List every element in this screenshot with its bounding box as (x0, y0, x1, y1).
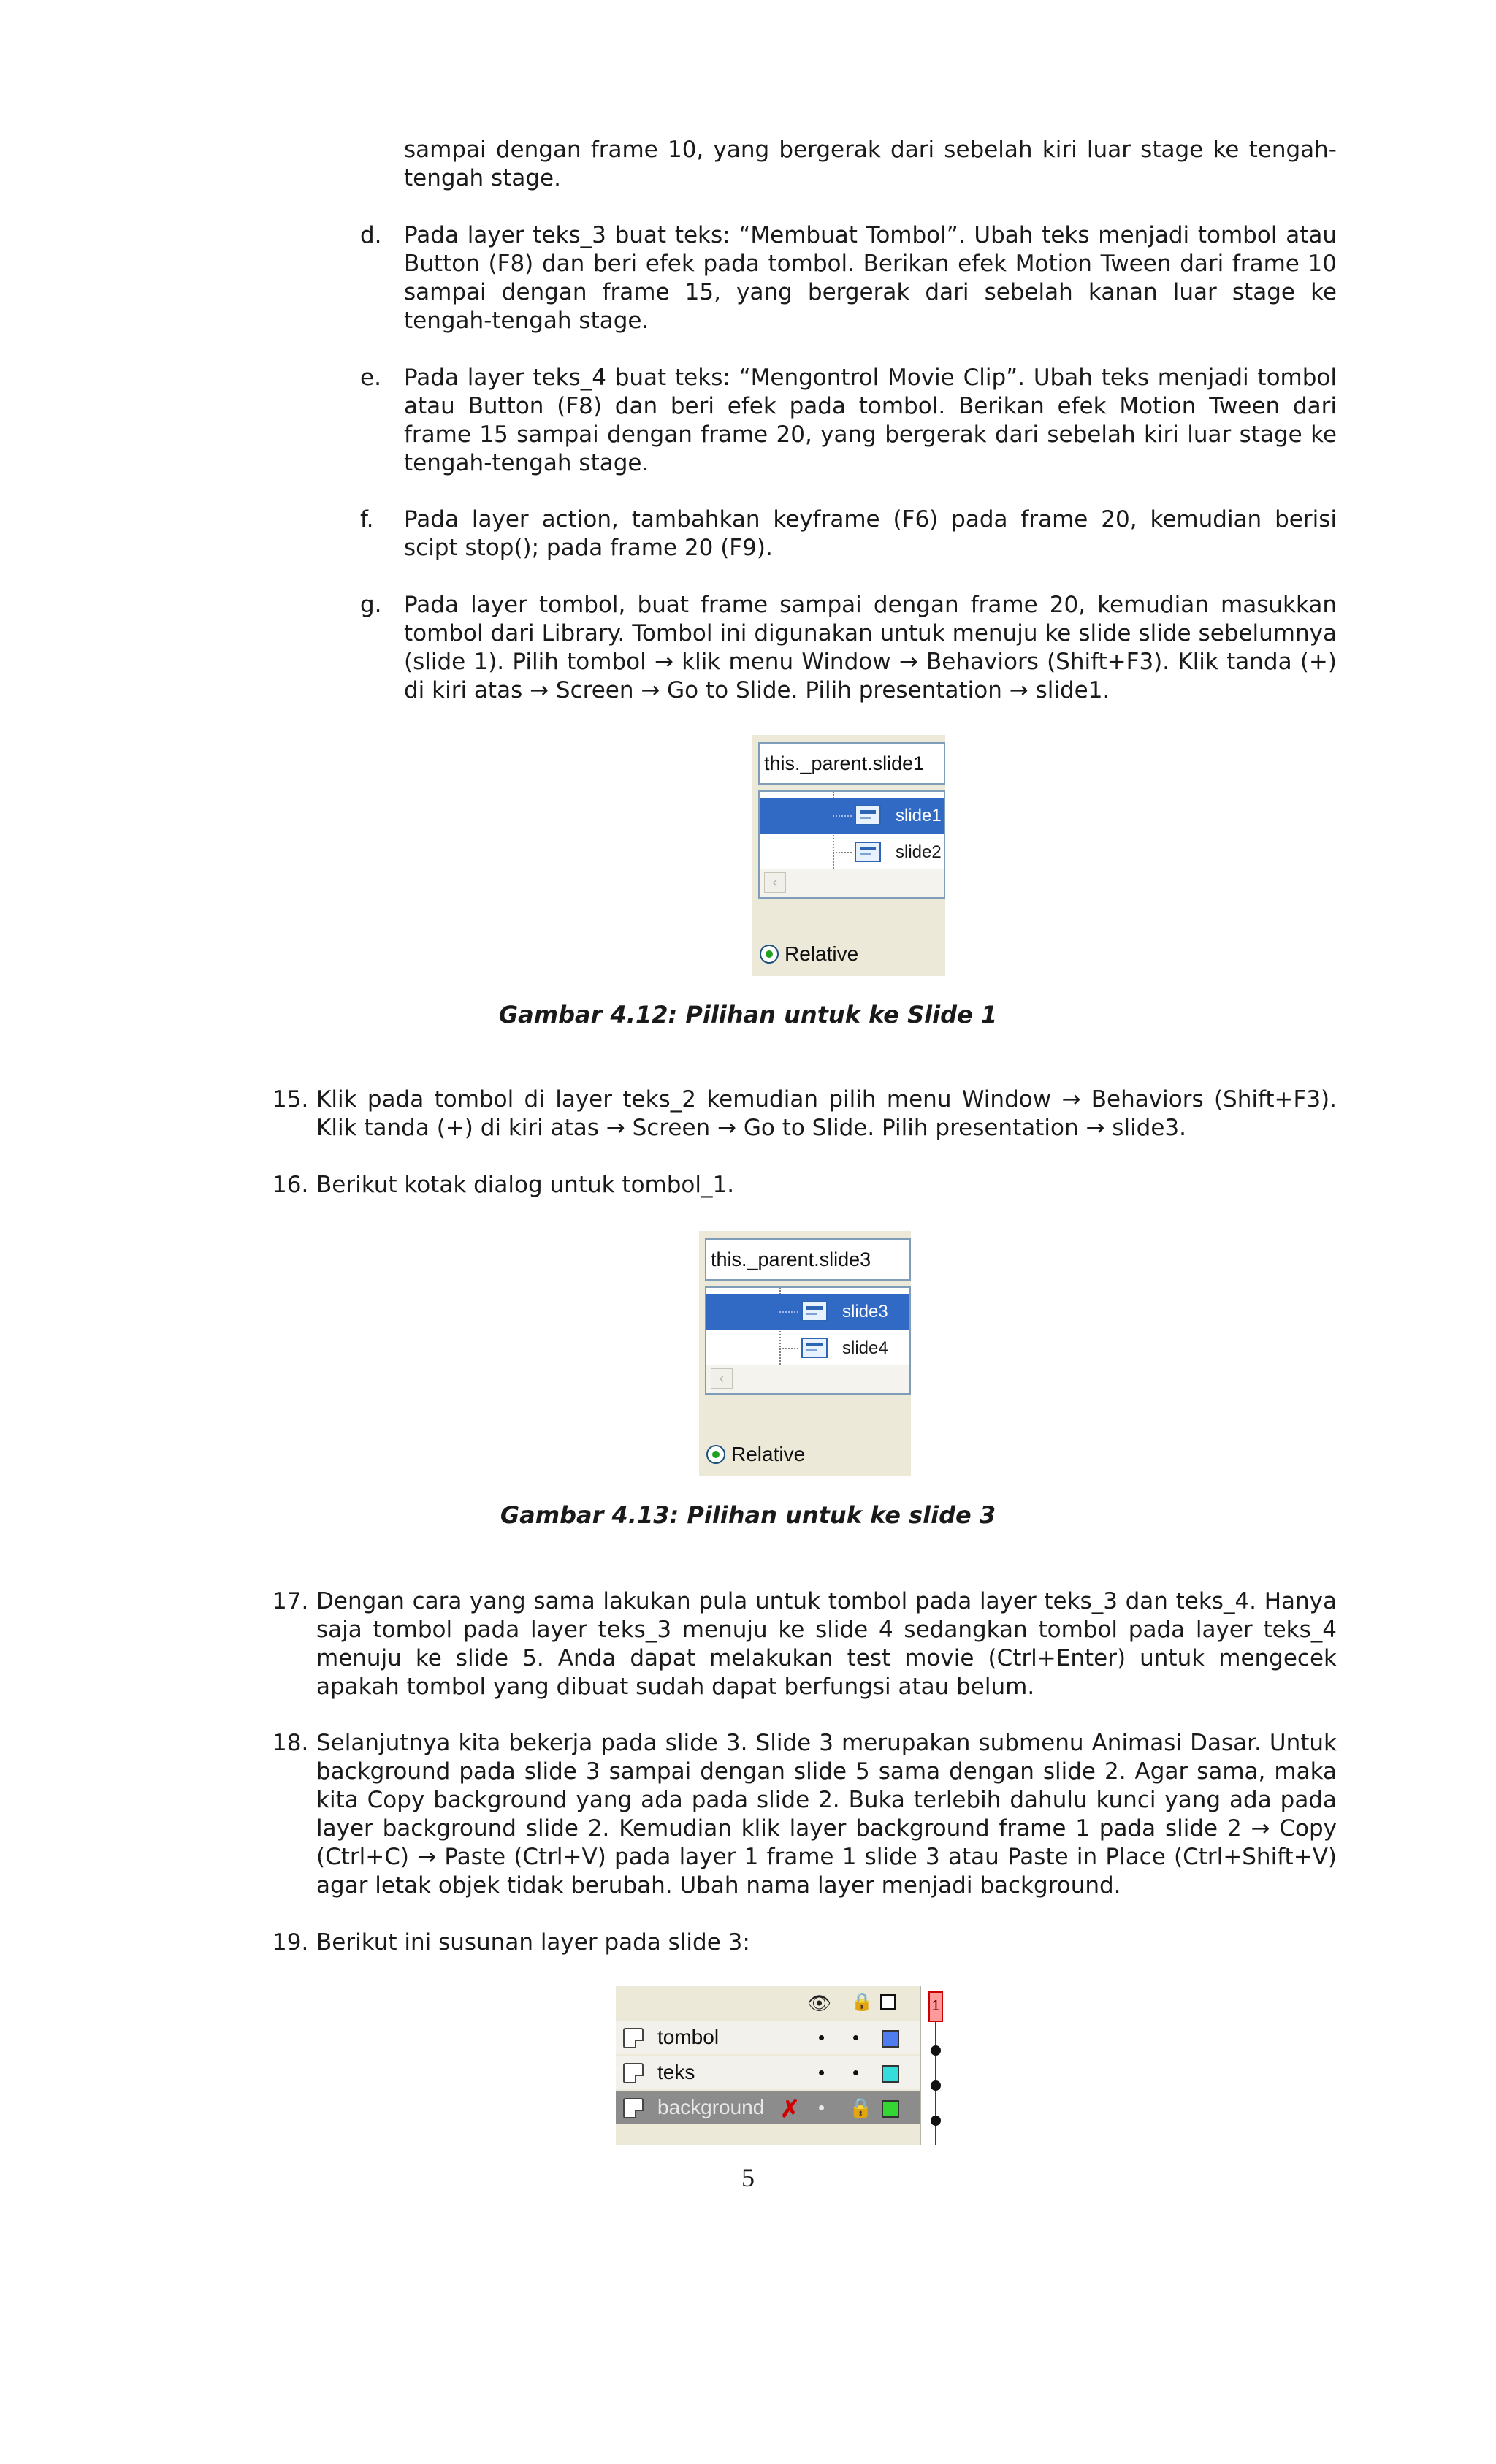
list-marker: 16. (272, 1172, 309, 1198)
slide-picker-dialog-2 (699, 1231, 911, 1476)
list-marker: g. (360, 592, 382, 618)
list-marker: f. (360, 506, 374, 533)
list-marker: 18. (272, 1730, 309, 1756)
list-marker: 15. (272, 1086, 309, 1113)
list-item-text: Pada layer teks_3 buat teks: “Membuat Tombol”. Ubah teks menjadi tombol atau Button (F8) dan beri efek pada tombol. Berikan efek Motion Tween dari frame 10 sampai dengan frame 15, yang bergerak dari sebelah kanan luar stage ke tengah-tengah stage. (404, 222, 1337, 334)
tree-item-label: slide2 (896, 842, 942, 862)
list-item-text: Selanjutnya kita bekerja pada slide 3. Slide 3 merupakan submenu Animasi Dasar. Untuk background pada slide 3 sampai dengan slide 5 sama dengan slide 2. Agar sama, maka kita Copy background yang ada pada slide 2. Buka terlebih dahulu kunci yang ada pada layer background slide 2. Kemudian klik layer background frame 1 pada slide 2 → Copy (Ctrl+C) → Paste (Ctrl+V) pada layer 1 frame 1 slide 3 atau Paste in Place (Ctrl+Shift+V) agar letak objek tidak berubah. Ubah nama layer menjadi background. (316, 1730, 1337, 1899)
list-item-g (360, 591, 1337, 708)
relative-radio[interactable] (706, 1441, 805, 1468)
intro-continuation: sampai dengan frame 10, yang bergerak dari sebelah kiri luar stage ke tengah-tengah stage. (404, 137, 1337, 191)
visibility-dot[interactable]: • (818, 2026, 825, 2048)
list-item-16 (272, 1171, 1337, 1200)
tree-item-slide3[interactable] (706, 1294, 909, 1330)
lock-dot[interactable]: • (852, 2061, 860, 2083)
relative-radio[interactable] (760, 941, 858, 967)
list-item-f (360, 506, 1337, 564)
slide-icon (855, 842, 881, 862)
scroll-left-arrow-icon[interactable]: ‹ (764, 872, 786, 893)
list-marker: 17. (272, 1588, 309, 1614)
list-item-d (360, 221, 1337, 338)
list-item-text: Klik pada tombol di layer teks_2 kemudian pilih menu Window → Behaviors (Shift+F3). Klik tanda (+) di kiri atas → Screen → Go to Slide. Pilih presentation → slide3. (316, 1086, 1337, 1141)
tree-item-label: slide3 (842, 1302, 888, 1321)
outline-icon[interactable] (880, 1994, 896, 2010)
tree-item-slide1[interactable] (760, 798, 944, 834)
scroll-left-arrow-icon[interactable]: ‹ (711, 1368, 733, 1389)
visibility-dot[interactable]: • (818, 2061, 825, 2083)
list-item-15 (272, 1086, 1337, 1144)
list-item-19 (272, 1929, 1337, 1958)
slide-tree[interactable] (705, 1286, 911, 1395)
keyframe-dot[interactable] (931, 2116, 941, 2126)
layer-name: tombol (657, 2026, 720, 2048)
figure-caption-2: Gambar 4.13: Pilihan untuk ke slide 3 (500, 1501, 996, 1529)
layer-row-background[interactable] (616, 2091, 920, 2124)
radio-selected-icon (706, 1445, 725, 1464)
layer-color-swatch[interactable] (882, 2065, 899, 2083)
playhead[interactable]: 1 (928, 1991, 943, 2022)
slide-picker-dialog-1 (752, 735, 945, 976)
tree-item-label: slide4 (842, 1338, 888, 1358)
slide-icon (855, 805, 881, 825)
keyframe-dot[interactable] (931, 2045, 941, 2056)
list-item-e (360, 364, 1337, 481)
list-item-text: Pada layer tombol, buat frame sampai dengan frame 20, kemudian masukkan tombol dari Library. Tombol ini digunakan untuk menuju ke slide slide sebelumnya (slide 1). Pilih tombol → klik menu Window → Behaviors (Shift+F3). Klik tanda (+) di kiri atas → Screen → Go to Slide. Pilih presentation → slide1. (404, 592, 1337, 703)
page-number: 5 (741, 2163, 755, 2192)
visibility-dot[interactable]: • (818, 2097, 825, 2118)
tree-item-slide4[interactable] (706, 1330, 909, 1367)
layer-name: teks (657, 2061, 695, 2083)
list-marker: e. (360, 365, 381, 391)
radio-label: Relative (785, 942, 859, 965)
list-item-text: Berikut ini susunan layer pada slide 3: (316, 1929, 750, 1956)
list-item-text: Berikut kotak dialog untuk tombol_1. (316, 1172, 735, 1198)
slide-tree[interactable] (758, 790, 945, 899)
lock-icon[interactable]: 🔒 (851, 1992, 873, 2012)
layer-row-teks[interactable] (616, 2056, 920, 2089)
list-item-18 (272, 1729, 1337, 1904)
lock-dot[interactable]: • (852, 2026, 860, 2048)
layer-icon (623, 2063, 644, 2083)
list-item-17 (272, 1587, 1337, 1704)
list-item-text: Pada layer action, tambahkan keyframe (F6) pada frame 20, kemudian berisi scipt stop(); pada frame 20 (F9). (404, 506, 1337, 561)
layer-icon (623, 2098, 644, 2118)
horizontal-scrollbar[interactable] (760, 869, 944, 897)
lock-icon[interactable]: 🔒 (849, 2097, 873, 2118)
pencil-crossed-icon: ✗ (780, 2096, 800, 2122)
slide-icon (801, 1338, 828, 1358)
horizontal-scrollbar[interactable] (706, 1365, 909, 1393)
tree-item-slide2[interactable] (760, 834, 944, 871)
layer-icon (623, 2028, 644, 2048)
layer-row-tombol[interactable] (616, 2021, 920, 2054)
target-path-field[interactable]: this._parent.slide1 (758, 742, 945, 785)
slide-icon (801, 1301, 828, 1321)
list-item-text: Pada layer teks_4 buat teks: “Mengontrol Movie Clip”. Ubah teks menjadi tombol atau Button (F8) dan beri efek pada tombol. Berikan efek Motion Tween dari frame 15 sampai dengan frame 20, yang bergerak dari sebelah kiri luar stage ke tengah-tengah stage. (404, 365, 1337, 476)
timeline-layers-panel (616, 1986, 949, 2145)
radio-label: Relative (731, 1443, 806, 1465)
layer-color-swatch[interactable] (882, 2030, 899, 2048)
list-marker: 19. (272, 1929, 309, 1956)
timeline-header (616, 1986, 920, 2021)
layer-name: background (657, 2096, 765, 2118)
target-path-field[interactable]: this._parent.slide3 (705, 1238, 911, 1281)
figure-caption-1: Gambar 4.12: Pilihan untuk ke Slide 1 (498, 1001, 998, 1029)
eye-icon[interactable]: 👁 (807, 1992, 832, 2014)
list-marker: d. (360, 222, 382, 248)
radio-selected-icon (760, 945, 779, 964)
timeline-frames[interactable] (920, 1986, 950, 2145)
keyframe-dot[interactable] (931, 2080, 941, 2091)
list-item-text: Dengan cara yang sama lakukan pula untuk tombol pada layer teks_3 dan teks_4. Hanya saja tombol pada layer teks_3 menuju ke slide 4 sedangkan tombol pada layer teks_4 menuju ke slide 5. Anda dapat melakukan test movie (Ctrl+Enter) untuk mengecek apakah tombol yang dibuat sudah dapat berfungsi atau belum. (316, 1588, 1337, 1700)
tree-item-label: slide1 (896, 806, 942, 825)
layer-color-swatch[interactable] (882, 2100, 899, 2118)
